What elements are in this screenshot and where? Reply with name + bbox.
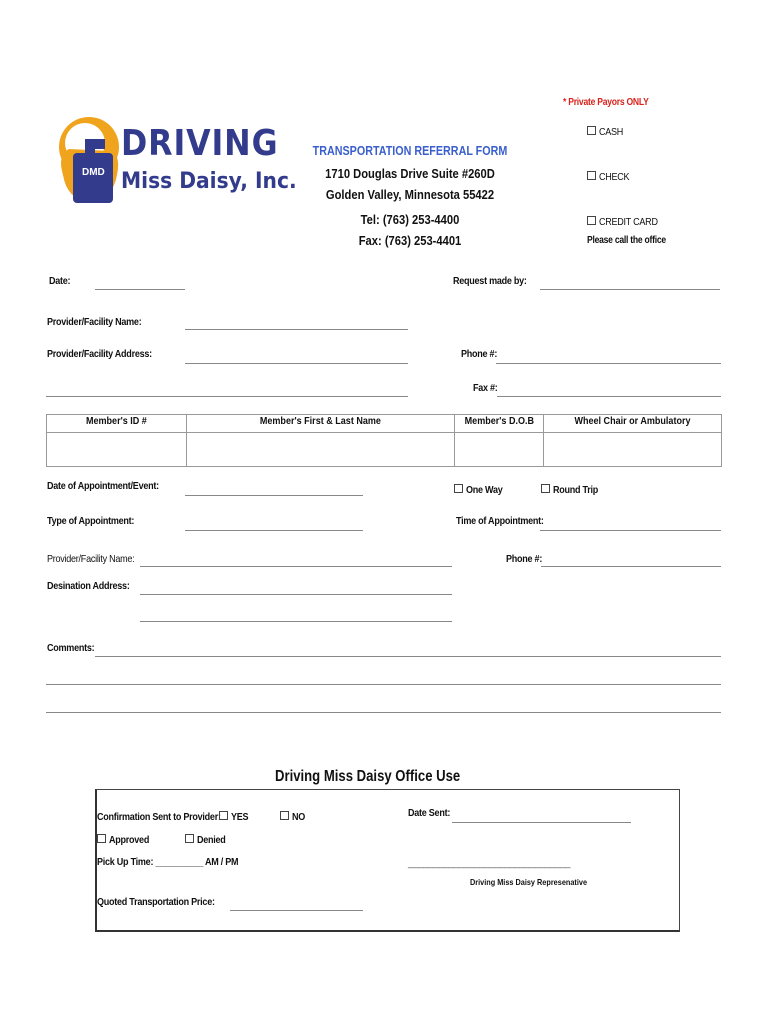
table-header-row bbox=[47, 415, 722, 433]
confirmation-label: Confirmation Sent to Provider: bbox=[97, 811, 221, 823]
address-line2: Golden Valley, Minnesota 55422 bbox=[325, 187, 495, 202]
provider-name-2-field[interactable] bbox=[140, 566, 452, 567]
wheelchair-cell[interactable] bbox=[544, 433, 722, 467]
checkbox-icon[interactable] bbox=[541, 484, 550, 493]
comments-field-1[interactable] bbox=[95, 656, 721, 657]
yes-label: YES bbox=[231, 811, 249, 823]
header-center bbox=[280, 144, 540, 158]
destination-address-field[interactable] bbox=[140, 594, 452, 595]
member-dob-header: Member's D.O.B bbox=[464, 415, 534, 427]
provider-name-2-label: Provider/Facility Name: bbox=[47, 553, 135, 565]
phone-field[interactable] bbox=[496, 363, 721, 364]
destination-address-field-2[interactable] bbox=[140, 621, 452, 622]
round-trip-label: Round Trip bbox=[553, 484, 599, 496]
representative-label: Driving Miss Daisy Represenative bbox=[470, 877, 588, 887]
provider-name-label: Provider/Facility Name: bbox=[47, 316, 142, 328]
fax-number: Fax: (763) 253-4401 bbox=[358, 233, 462, 248]
please-call-note: Please call the office bbox=[587, 235, 666, 246]
member-dob-cell[interactable] bbox=[455, 433, 544, 467]
checkbox-icon[interactable] bbox=[219, 811, 228, 820]
date-field[interactable] bbox=[95, 289, 185, 290]
denied-label: Denied bbox=[197, 834, 226, 846]
approved-label: Approved bbox=[109, 834, 150, 846]
logo-subtitle: Miss Daisy, Inc. bbox=[121, 169, 297, 194]
comments-label: Comments: bbox=[47, 642, 95, 654]
denied-option[interactable] bbox=[185, 830, 230, 848]
member-id-cell[interactable] bbox=[47, 433, 187, 467]
checkbox-icon[interactable] bbox=[587, 171, 596, 180]
credit-card-label: CREDIT CARD bbox=[599, 216, 658, 228]
logo-emblem-icon bbox=[55, 115, 125, 211]
provider-address-field-2[interactable] bbox=[46, 396, 408, 397]
private-payors-note: * Private Payors ONLY bbox=[563, 97, 649, 108]
destination-address-label: Desination Address: bbox=[47, 580, 130, 592]
comments-field-2[interactable] bbox=[46, 684, 721, 685]
checkbox-icon[interactable] bbox=[587, 216, 596, 225]
member-name-cell[interactable] bbox=[187, 433, 455, 467]
no-label: NO bbox=[292, 811, 306, 823]
provider-name-field[interactable] bbox=[185, 329, 408, 330]
credit-card-option[interactable] bbox=[587, 212, 667, 230]
check-option[interactable] bbox=[587, 167, 634, 185]
phone-2-field[interactable] bbox=[541, 566, 721, 567]
checkbox-icon[interactable] bbox=[587, 126, 596, 135]
cash-label: CASH bbox=[599, 126, 624, 138]
telephone: Tel: (763) 253-4400 bbox=[360, 212, 460, 227]
fax-label: Fax #: bbox=[473, 382, 498, 394]
pickup-time-label[interactable]: Pick Up Time: __________ AM / PM bbox=[97, 856, 239, 868]
one-way-option[interactable] bbox=[454, 480, 508, 498]
checkbox-icon[interactable] bbox=[97, 834, 106, 843]
table-row bbox=[47, 433, 722, 467]
checkbox-icon[interactable] bbox=[280, 811, 289, 820]
phone-2-label: Phone #: bbox=[506, 553, 543, 565]
one-way-label: One Way bbox=[466, 484, 503, 496]
round-trip-option[interactable] bbox=[541, 480, 605, 498]
checkbox-icon[interactable] bbox=[454, 484, 463, 493]
logo-title: DRIVING bbox=[121, 123, 279, 164]
date-of-appointment-field[interactable] bbox=[185, 495, 363, 496]
request-made-by-label: Request made by: bbox=[453, 275, 527, 287]
date-label: Date: bbox=[49, 275, 71, 287]
form-title: TRANSPORTATION REFERRAL FORM bbox=[312, 144, 508, 158]
signature-line[interactable]: ________________________________ bbox=[408, 858, 570, 869]
member-name-header: Member's First & Last Name bbox=[259, 415, 382, 427]
request-made-by-field[interactable] bbox=[540, 289, 720, 290]
date-sent-label: Date Sent: bbox=[408, 807, 451, 819]
company-logo bbox=[55, 115, 297, 211]
provider-address-field[interactable] bbox=[185, 363, 408, 364]
office-use-title: Driving Miss Daisy Office Use bbox=[275, 768, 461, 785]
checkbox-icon[interactable] bbox=[185, 834, 194, 843]
member-id-header: Member's ID # bbox=[86, 415, 147, 427]
phone-label: Phone #: bbox=[461, 348, 498, 360]
date-of-appointment-label: Date of Appointment/Event: bbox=[47, 480, 159, 492]
logo-badge: DMD bbox=[82, 167, 105, 178]
check-label: CHECK bbox=[599, 171, 630, 183]
type-of-appointment-label: Type of Appointment: bbox=[47, 515, 135, 527]
time-of-appointment-field[interactable] bbox=[540, 530, 721, 531]
members-table bbox=[46, 414, 722, 467]
wheelchair-header: Wheel Chair or Ambulatory bbox=[574, 415, 691, 427]
comments-field-3[interactable] bbox=[46, 712, 721, 713]
quoted-price-label: Quoted Transportation Price: bbox=[97, 896, 215, 908]
cash-option[interactable] bbox=[587, 122, 627, 140]
type-of-appointment-field[interactable] bbox=[185, 530, 363, 531]
approved-option[interactable] bbox=[97, 830, 156, 848]
address-line1: 1710 Douglas Drive Suite #260D bbox=[325, 166, 495, 181]
time-of-appointment-label: Time of Appointment: bbox=[456, 515, 544, 527]
date-sent-field[interactable] bbox=[452, 822, 631, 823]
yes-option[interactable] bbox=[219, 807, 251, 825]
provider-address-label: Provider/Facility Address: bbox=[47, 348, 152, 360]
quoted-price-field[interactable] bbox=[230, 910, 363, 911]
fax-field[interactable] bbox=[497, 396, 721, 397]
no-option[interactable] bbox=[280, 807, 307, 825]
